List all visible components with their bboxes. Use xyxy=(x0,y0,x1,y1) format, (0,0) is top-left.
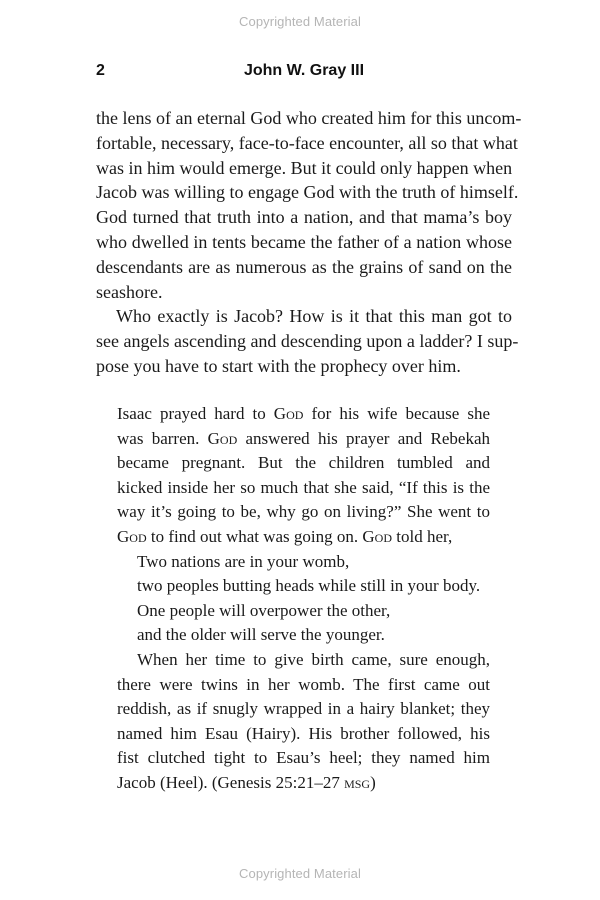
text-line: descendants are as numerous as the grains of sand on the xyxy=(96,256,512,277)
scripture-quote xyxy=(117,402,490,796)
divine-name: God xyxy=(273,404,304,423)
quote-paragraph-prayer xyxy=(117,402,490,550)
text-line: reddish, as if snugly wrapped in a hairy blanket; they xyxy=(117,699,490,719)
text-line: pose you have to start with the prophecy over him. xyxy=(96,355,461,376)
text-line: When her time to give birth came, sure enough, xyxy=(137,649,490,669)
quote-verse xyxy=(117,550,490,648)
text-line: Jacob (Heel). (Genesis 25:21–27 msg) xyxy=(117,772,376,792)
divine-name: God xyxy=(117,526,147,546)
paragraph-jacob-lens xyxy=(96,106,522,304)
divine-name: God xyxy=(362,526,393,546)
text-line: way it’s going to be, why go on living?” She went to xyxy=(117,502,490,522)
copyright-watermark-top: Copyrighted Material xyxy=(239,14,361,29)
text-line: Who exactly is Jacob? How is it that this man got to xyxy=(116,306,512,327)
text-line: was in him would emerge. But it could only happen when xyxy=(96,157,513,178)
text-line: kicked inside her so much that she said, “If this is the xyxy=(117,477,490,497)
copyright-watermark-bottom: Copyrighted Material xyxy=(239,866,361,881)
text-line: Isaac prayed hard to God for his wife because she xyxy=(117,404,490,423)
text-line: God to find out what was going on. God told her, xyxy=(117,526,453,546)
text-line: there were twins in her womb. The first came out xyxy=(117,674,490,694)
quote-paragraph-twins xyxy=(117,648,490,796)
running-head-author: John W. Gray III xyxy=(243,62,365,79)
page-number: 2 xyxy=(96,62,105,79)
verse-line: and the older will serve the younger. xyxy=(137,625,385,645)
bible-version: msg xyxy=(344,772,371,792)
running-header xyxy=(96,62,512,84)
paragraph-who-is-jacob xyxy=(96,304,519,378)
text-line: became pregnant. But the children tumbled and xyxy=(117,453,490,473)
text-line: Jacob was willing to engage God with the truth of himself. xyxy=(96,182,519,203)
divine-name: God xyxy=(207,428,238,448)
text-line: see angels ascending and descending upon a ladder? I sup- xyxy=(96,331,519,352)
verse-line: Two nations are in your womb, xyxy=(137,551,350,571)
text-line: fist clutched tight to Esau’s heel; they named him xyxy=(117,748,490,768)
text-line: the lens of an eternal God who created him for this uncom- xyxy=(96,108,522,128)
text-line: God turned that truth into a nation, and that mama’s boy xyxy=(96,207,512,228)
text-line: seashore. xyxy=(96,281,163,302)
verse-line: One people will overpower the other, xyxy=(137,600,391,620)
text-line: who dwelled in tents became the father of a nation whose xyxy=(96,231,512,252)
text-line: named him Esau (Hairy). His brother followed, his xyxy=(117,723,490,743)
text-line: fortable, necessary, face-to-face encounter, all so that what xyxy=(96,132,518,153)
verse-line: two peoples butting heads while still in your body. xyxy=(137,576,481,596)
body-text xyxy=(96,106,522,379)
text-line: was barren. God answered his prayer and Rebekah xyxy=(117,428,490,448)
